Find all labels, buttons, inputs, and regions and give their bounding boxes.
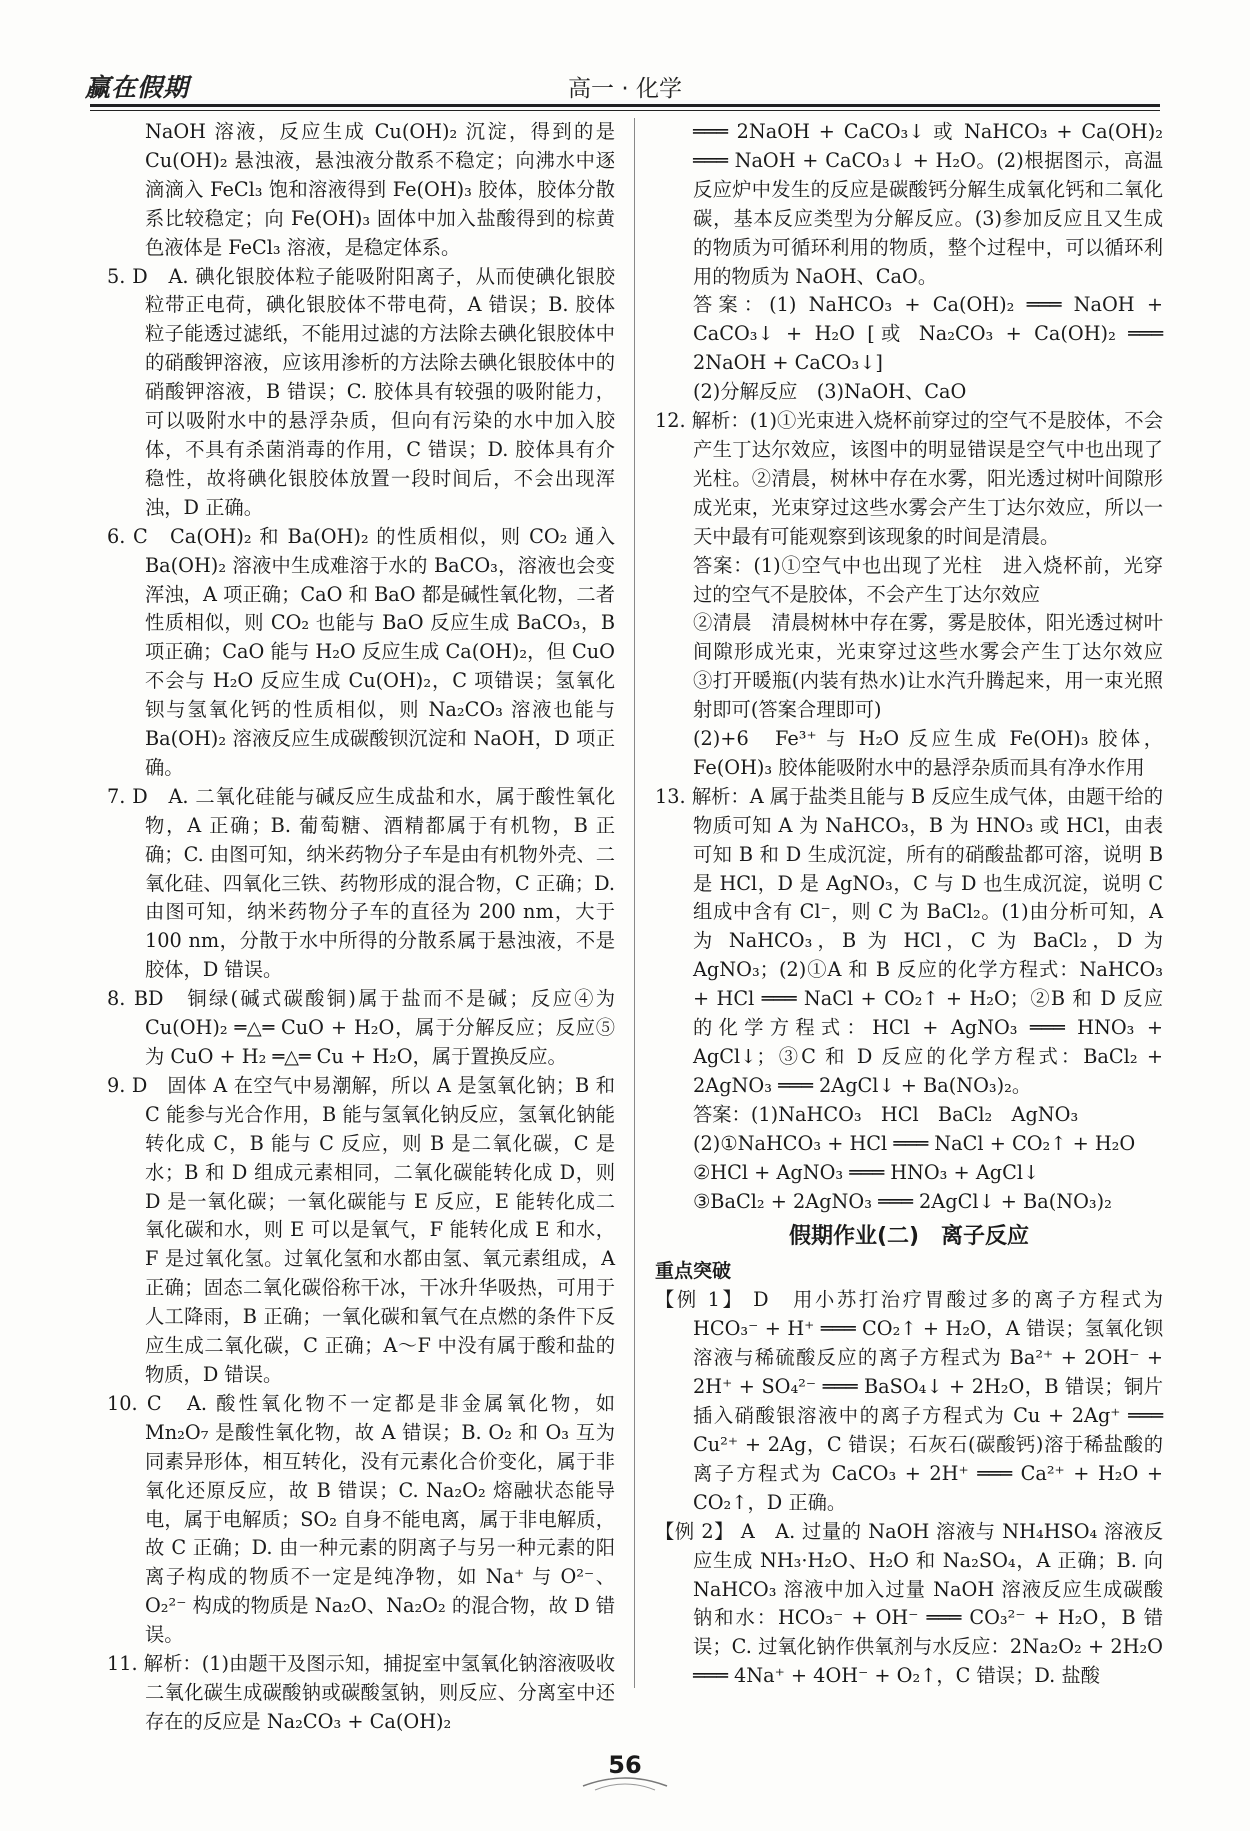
- answer-block: ②HCl + AgNO₃ ═══ HNO₃ + AgCl↓: [693, 1160, 1040, 1184]
- answer-item: 12. 解析：(1)①光束进入烧杯前穿过的空气不是胶体，不会产生丁达尔效应，该图中的明显错误是空气中也出现了光柱。②清晨，树林中存在水雾，阳光透过树叶间隙形成光束，光束穿过这些水雾会产生丁达尔效应，所以一天中最有可能观察到该现象的时间是清晨。: [655, 409, 1163, 548]
- answer-item: 8. BD 铜绿(碱式碳酸铜)属于盐而不是碱；反应④为 Cu(OH)₂ ═△═ CuO + H₂O，属于分解反应；反应⑤为 CuO + H₂ ═△═ Cu + H₂O，属于置换反应。: [107, 987, 615, 1068]
- answer-item: 5. D A. 碘化银胶体粒子能吸附阳离子，从而使碘化银胶粒带正电荷，碘化银胶体不带电荷，A 错误；B. 胶体粒子能透过滤纸，不能用过滤的方法除去碘化银胶体中的硝酸钾溶液，应该用渗析的方法除去碘化银胶体中的硝酸钾溶液，B 错误；C. 胶体具有较强的吸附能力，可以吸附水中的悬浮杂质，但向有污染的水中加入胶体，不具有杀菌消毒的作用，C 错误；D. 胶体具有介稳性，故将碘化银胶体放置一段时间后，不会出现浑浊，D 正确。: [107, 264, 615, 519]
- answer-block: ③BaCl₂ + 2AgNO₃ ═══ 2AgCl↓ + Ba(NO₃)₂: [693, 1189, 1112, 1213]
- answer-block: ②清晨 清晨树林中存在雾，雾是胶体，阳光透过树叶间隙形成光束，光束穿过这些水雾会产生丁达尔效应 ③打开暖瓶(内装有热水)让水汽升腾起来，用一束光照射即可(答案合理即可): [693, 611, 1183, 722]
- page-number: 56: [608, 1751, 642, 1779]
- answer-block: (2)分解反应 (3)NaOH、CaO: [693, 380, 967, 404]
- brand-logo: 赢在假期: [85, 73, 190, 102]
- answer-item: 13. 解析：A 属于盐类且能与 B 反应生成气体，由题干给的物质可知 A 为 NaHCO₃，B 为 HNO₃ 或 HCl，由表可知 B 和 D 生成沉淀，所有的硝酸盐都可溶，说明 B 是 HCl，D 是 AgNO₃，C 与 D 也生成沉淀，说明 C 组成中含有 Cl⁻，则 C 为 BaCl₂。(1)由分析可知，A 为 NaHCO₃，B 为 HCl，C 为 BaCl₂，D 为 AgNO₃；(2)①A 和 B 反应的化学方程式：NaHCO₃ + HCl ═══ NaCl + CO₂↑ + H₂O；②B 和 D 反应的化学方程式：HCl + AgNO₃ ═══ HNO₃ + AgCl↓；③C 和 D 反应的化学方程式：BaCl₂ + 2AgNO₃ ═══ 2AgCl↓ + Ba(NO₃)₂。: [655, 784, 1163, 1097]
- header-rule-thin: [90, 110, 1160, 111]
- continued-paragraph: NaOH 溶液，反应生成 Cu(OH)₂ 沉淀，得到的是 Cu(OH)₂ 悬浊液，悬浊液分散系不稳定；向沸水中逐滴滴入 FeCl₃ 饱和溶液得到 Fe(OH)₃ 胶体，胶体分散系比较稳定；向 Fe(OH)₃ 固体中加入盐酸得到的棕黄色液体是 FeCl₃ 溶液，是稳定体系。: [145, 120, 615, 259]
- answer-block: 答案：(1) NaHCO₃ + Ca(OH)₂ ═══ NaOH + CaCO₃↓ + H₂O [或 Na₂CO₃ + Ca(OH)₂ ═══ 2NaOH + CaCO₃↓]: [693, 293, 1163, 375]
- answer-block: (2)+6 Fe³⁺ 与 H₂O 反应生成 Fe(OH)₃ 胶体，Fe(OH)₃ 胶体能吸附水中的悬浮杂质而具有净水作用: [693, 727, 1163, 779]
- answer-item: 【例 1】 D 用小苏打治疗胃酸过多的离子方程式为 HCO₃⁻ + H⁺ ═══ CO₂↑ + H₂O，A 错误；氢氧化钡溶液与稀硫酸反应的离子方程式为 Ba²⁺ + 2OH⁻ + 2H⁺ + SO₄²⁻ ═══ BaSO₄↓ + 2H₂O，B 错误；铜片插入硝酸银溶液中的离子方程式为 Cu + 2Ag⁺ ═══ Cu²⁺ + 2Ag，C 错误；石灰石(碳酸钙)溶于稀盐酸的离子方程式为 CaCO₃ + 2H⁺ ═══ Ca²⁺ + H₂O + CO₂↑，D 正确。: [655, 1288, 1163, 1514]
- answer-item: 11. 解析：(1)由题干及图示知，捕捉室中氢氧化钠溶液吸收二氧化碳生成碳酸钠或碳酸氢钠，则反应、分离室中还存在的反应是 Na₂CO₃ + Ca(OH)₂: [107, 1652, 615, 1733]
- page-header: [85, 62, 1165, 108]
- column-divider: [634, 118, 635, 1688]
- page-title: 高一 · 化学: [568, 76, 682, 102]
- answer-block: (2)①NaHCO₃ + HCl ═══ NaCl + CO₂↑ + H₂O: [693, 1131, 1136, 1155]
- answer-item: 10. C A. 酸性氧化物不一定都是非金属氧化物，如 Mn₂O₇ 是酸性氧化物，故 A 错误；B. O₂ 和 O₃ 互为同素异形体，相互转化，没有元素化合价变化，属于非氧化还原反应，故 B 错误；C. Na₂O₂ 熔融状态能导电，属于电解质；SO₂ 自身不能电离，属于非电解质，故 C 正确；D. 由一种元素的阴离子与另一种元素的阳离子构成的物质不一定是纯净物，如 Na⁺ 与 O²⁻、O₂²⁻ 构成的物质是 Na₂O、Na₂O₂ 的混合物，故 D 错误。: [107, 1391, 615, 1647]
- left-column: [107, 118, 615, 1733]
- subheading: 重点突破: [655, 1260, 732, 1283]
- answer-item: 9. D 固体 A 在空气中易潮解，所以 A 是氢氧化钠；B 和 C 能参与光合作用，B 能与氢氧化钠反应，氢氧化钠能转化成 C，B 能与 C 反应，则 B 是二氧化碳，C 是水；B 和 D 组成元素相同，二氧化碳能转化成 D，则 D 是一氧化碳；一氧化碳能与 E 反应，E 能转化成二氧化碳和水，则 E 可以是氧气，F 能转化成 E 和水，F 是过氧化氢。过氧化氢和水都由氢、氧元素组成，A 正确；固态二氧化碳俗称干冰，干冰升华吸热，可用于人工降雨，B 正确；一氧化碳和氧气在点燃的条件下反应生成二氧化碳，C 正确；A～F 中没有属于酸和盐的物质，D 错误。: [107, 1073, 615, 1386]
- answer-item: 【例 2】 A A. 过量的 NaOH 溶液与 NH₄HSO₄ 溶液反应生成 NH₃·H₂O、H₂O 和 Na₂SO₄，A 正确；B. 向 NaHCO₃ 溶液中加入过量 NaOH 溶液反应生成碳酸钠和水：HCO₃⁻ + OH⁻ ═══ CO₃²⁻ + H₂O，B 错误；C. 过氧化钠作供氧剂与水反应：2Na₂O₂ + 2H₂O ═══ 4Na⁺ + 4OH⁻ + O₂↑，C 错误；D. 盐酸: [655, 1519, 1163, 1688]
- answer-item: 6. C Ca(OH)₂ 和 Ba(OH)₂ 的性质相似，则 CO₂ 通入 Ba(OH)₂ 溶液中生成难溶于水的 BaCO₃，溶液也会变浑浊，A 项正确；CaO 和 BaO 都是碱性氧化物，二者性质相似，则 CO₂ 也能与 BaO 反应生成 BaCO₃，B 项正确；CaO 能与 H₂O 反应生成 Ca(OH)₂，但 CuO 不会与 H₂O 反应生成 Cu(OH)₂，C 项错误；氢氧化钡与氢氧化钙的性质相似，则 Na₂CO₃ 溶液也能与 Ba(OH)₂ 溶液反应生成碳酸钡沉淀和 NaOH，D 项正确。: [107, 524, 615, 779]
- answer-item: 7. D A. 二氧化硅能与碱反应生成盐和水，属于酸性氧化物，A 正确；B. 葡萄糖、酒精都属于有机物，B 正确；C. 由图可知，纳米药物分子车是由有机物外壳、二氧化硅、四氧化三铁、药物形成的混合物，C 正确；D. 由图可知，纳米药物分子车的直径为 200 nm，大于 100 nm，分散于水中所得的分散系属于悬浊液，不是胶体，D 错误。: [107, 784, 615, 982]
- header-rule-thick: [90, 104, 1160, 107]
- answer-block: 答案：(1)NaHCO₃ HCl BaCl₂ AgNO₃: [693, 1102, 1079, 1126]
- continued-paragraph: ═══ 2NaOH + CaCO₃↓ 或 NaHCO₃ + Ca(OH)₂ ═══ NaOH + CaCO₃↓ + H₂O。(2)根据图示，高温反应炉中发生的反应是碳酸钙分解生成氧化钙和二氧化碳，基本反应类型为分解反应。(3)参加反应且又生成的物质为可循环利用的物质，整个过程中，可以循环利用的物质为 NaOH、CaO。: [693, 120, 1163, 288]
- right-column: [655, 118, 1183, 1688]
- section-title: 假期作业(二) 离子反应: [788, 1224, 1030, 1250]
- answer-block: 答案：(1)①空气中也出现了光柱 进入烧杯前，光穿过的空气不是胶体，不会产生丁达尔效应: [693, 553, 1163, 606]
